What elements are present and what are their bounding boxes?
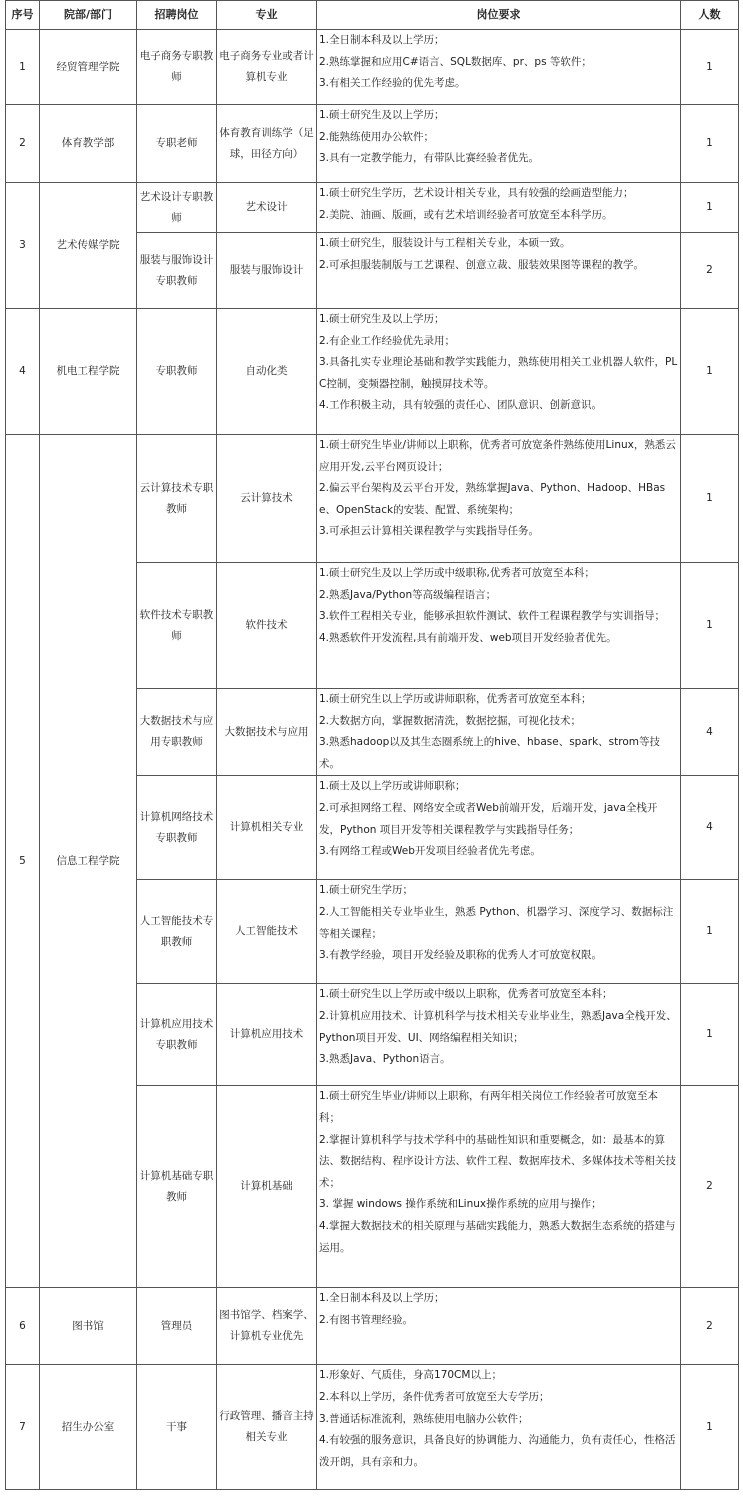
cell-position: 人工智能技术专职教师 [137, 880, 217, 984]
cell-major: 行政管理、播音主持相关专业 [217, 1365, 317, 1490]
cell-count: 1 [681, 435, 739, 563]
table-row [6, 183, 739, 233]
requirement-item: 3.具备扎实专业理论基础和教学实践能力，熟练使用相关工业机器人软件，PLC控制，变频器控制，触摸屏技术等。 [319, 356, 678, 390]
cell-requirements [317, 30, 681, 105]
cell-major: 计算机相关专业 [217, 776, 317, 880]
requirement-item: 2.本科以上学历，条件优秀者可放宽至大专学历； [319, 1390, 550, 1403]
requirement-item: 2.有图书管理经验。 [319, 1313, 414, 1326]
requirement-item: 3.软件工程相关专业，能够承担软件测试、软件工程课程教学与实训指导； [319, 610, 666, 623]
cell-position: 管理员 [137, 1288, 217, 1365]
requirement-item: 2.能熟练使用办公软件； [319, 130, 435, 143]
cell-position: 云计算技术专职教师 [137, 435, 217, 563]
cell-position: 计算机基础专职教师 [137, 1086, 217, 1288]
requirement-item: 1.硕士研究生及以上学历； [319, 313, 445, 325]
recruitment-table [5, 0, 739, 1490]
requirement-item: 3.熟悉hadoop以及其生态圈系统上的hive、hbase、spark、strom等技术。 [319, 736, 661, 770]
table-row [6, 1365, 739, 1490]
requirement-item: 2.有企业工作经验优先录用； [319, 334, 456, 347]
requirement-item: 3.具有一定教学能力，有带队比赛经验者优先。 [319, 152, 540, 165]
cell-no: 2 [6, 105, 40, 183]
header-position: 招聘岗位 [137, 1, 217, 30]
requirement-item: 3.可承担云计算相关课程教学与实践指导任务。 [319, 525, 540, 538]
cell-count: 4 [681, 689, 739, 776]
requirement-item: 1.硕士研究生毕业/讲师以上职称，有两年相关岗位工作经验者可放宽至本科； [319, 1090, 659, 1124]
cell-requirements [317, 563, 681, 689]
requirement-item: 2.熟悉Java/Python等高级编程语言； [319, 588, 497, 601]
cell-major: 图书馆学、档案学、计算机专业优先 [217, 1288, 317, 1365]
table-row [6, 30, 739, 105]
requirement-item: 3.有教学经验，项目开发经验及职称的优秀人才可放宽权限。 [319, 949, 603, 962]
cell-no: 6 [6, 1288, 40, 1365]
requirement-item: 1.形象好、气质佳，身高170CM以上； [319, 1369, 502, 1382]
requirement-item: 3. 掌握 windows 操作系统和Linux操作系统的应用与操作； [319, 1198, 602, 1211]
requirement-item: 2.大数据方向，掌握数据清洗，数据挖掘，可视化技术； [319, 714, 582, 727]
requirement-item: 4.工作积极主动，具有较强的责任心、团队意识、创新意识。 [319, 399, 603, 412]
header-dept: 院部/部门 [40, 1, 137, 30]
header-row [6, 1, 739, 30]
cell-requirements [317, 689, 681, 776]
cell-position: 专职教师 [137, 309, 217, 435]
cell-position: 艺术设计专职教师 [137, 183, 217, 233]
cell-position: 大数据技术与应用专职教师 [137, 689, 217, 776]
requirement-item: 1.硕士研究生以上学历或中级以上职称，优秀者可放宽至本科； [319, 988, 613, 1001]
cell-department: 体育教学部 [40, 105, 137, 183]
table-row [6, 1288, 739, 1365]
table-row [6, 435, 739, 563]
cell-position: 服装与服饰设计专职教师 [137, 233, 217, 309]
requirement-item: 1.硕士及以上学历或讲师职称； [319, 780, 466, 793]
cell-count: 1 [681, 1365, 739, 1490]
requirement-item: 1.硕士研究生以上学历或讲师职称，优秀者可放宽至本科； [319, 693, 592, 705]
cell-count: 1 [681, 30, 739, 105]
cell-position: 计算机网络技术专职教师 [137, 776, 217, 880]
cell-count: 1 [681, 183, 739, 233]
header-no: 序号 [6, 1, 40, 30]
table-row [6, 105, 739, 183]
requirement-item: 2.熟练掌握和应用C#语言、SQL数据库、pr、ps 等软件； [319, 55, 592, 68]
cell-department: 图书馆 [40, 1288, 137, 1365]
requirement-item: 2.掌握计算机科学与技术学科中的基础性知识和重要概念，如：最基本的算法、数据结构、程序设计方法、软件工程、数据库技术、多媒体技术等相关技术； [319, 1133, 676, 1189]
cell-requirements [317, 233, 681, 309]
requirement-item: 1.硕士研究生及以上学历或中级职称,优秀者可放宽至本科； [319, 567, 595, 579]
requirement-item: 3.普通话标准流利，熟练使用电脑办公软件； [319, 1412, 529, 1425]
cell-requirements [317, 984, 681, 1086]
cell-position: 计算机应用技术专职教师 [137, 984, 217, 1086]
cell-count: 2 [681, 1086, 739, 1288]
cell-major: 计算机应用技术 [217, 984, 317, 1086]
cell-no: 4 [6, 309, 40, 435]
cell-department: 招生办公室 [40, 1365, 137, 1490]
requirement-item: 4.熟悉软件开发流程,具有前端开发、web项目开发经验者优先。 [319, 631, 617, 644]
header-count: 人数 [681, 1, 739, 30]
cell-position: 专职老师 [137, 105, 217, 183]
cell-no: 5 [6, 435, 40, 1288]
cell-major: 计算机基础 [217, 1086, 317, 1288]
cell-major: 服装与服饰设计 [217, 233, 317, 309]
cell-major: 大数据技术与应用 [217, 689, 317, 776]
cell-count: 4 [681, 776, 739, 880]
cell-department: 信息工程学院 [40, 435, 137, 1288]
cell-requirements [317, 435, 681, 563]
cell-department: 艺术传媒学院 [40, 183, 137, 309]
requirement-item: 1.硕士研究生，服装设计与工程相关专业，本硕一致。 [319, 237, 571, 249]
requirement-item: 3.有网络工程或Web开发项目经验者优先考虑。 [319, 845, 541, 858]
cell-position: 电子商务专职教师 [137, 30, 217, 105]
cell-department: 机电工程学院 [40, 309, 137, 435]
requirement-item: 1.硕士研究生学历； [319, 884, 414, 897]
cell-major: 电子商务专业或者计算机专业 [217, 30, 317, 105]
requirement-item: 1.硕士研究生及以上学历； [319, 109, 445, 121]
requirement-item: 2.美院、油画、版画，或有艺术培训经验者可放宽至本科学历。 [319, 208, 613, 221]
cell-major: 艺术设计 [217, 183, 317, 233]
cell-major: 体育教育训练学（足球，田径方向） [217, 105, 317, 183]
table-row [6, 309, 739, 435]
requirement-item: 3.熟悉Java、Python语言。 [319, 1053, 451, 1066]
requirement-item: 2.计算机应用技术、计算机科学与技术相关专业毕业生，熟悉Java全栈开发、Python项目开发、UI、网络编程相关知识； [319, 1009, 677, 1044]
cell-major: 自动化类 [217, 309, 317, 435]
cell-requirements [317, 183, 681, 233]
header-requirements: 岗位要求 [317, 1, 681, 30]
cell-no: 7 [6, 1365, 40, 1490]
requirement-item: 2.可承担网络工程、网络安全或者Web前端开发，后端开发，java全栈开发，Python 项目开发等相关课程教学与实践指导任务； [319, 801, 658, 836]
table-body [6, 30, 739, 1490]
cell-no: 3 [6, 183, 40, 309]
cell-requirements [317, 776, 681, 880]
requirement-item: 1.硕士研究生学历，艺术设计相关专业，具有较强的绘画造型能力； [319, 187, 634, 199]
cell-position: 软件技术专职教师 [137, 563, 217, 689]
requirement-item: 1.硕士研究生毕业/讲师以上职称，优秀者可放宽条件熟练使用Linux，熟悉云应用开发,云平台网页设计； [319, 439, 676, 473]
cell-count: 1 [681, 563, 739, 689]
cell-requirements [317, 309, 681, 435]
header-major: 专业 [217, 1, 317, 30]
cell-count: 1 [681, 880, 739, 984]
cell-requirements [317, 1086, 681, 1288]
cell-count: 1 [681, 984, 739, 1086]
cell-major: 软件技术 [217, 563, 317, 689]
cell-count: 1 [681, 105, 739, 183]
cell-count: 2 [681, 1288, 739, 1365]
requirement-item: 4.掌握大数据技术的相关原理与基础实践能力，熟悉大数据生态系统的搭建与运用。 [319, 1219, 676, 1254]
requirement-item: 2.偏云平台架构及云平台开发，熟练掌握Java、Python、Hadoop、HBase、OpenStack的安装、配置、系统架构； [319, 482, 666, 516]
cell-position: 干事 [137, 1365, 217, 1490]
requirement-item: 2.可承担服装制版与工艺课程、创意立裁、服装效果图等课程的教学。 [319, 258, 645, 271]
requirement-item: 2.人工智能相关专业毕业生，熟悉 Python、机器学习、深度学习、数据标注等相关课程； [319, 905, 674, 940]
cell-major: 人工智能技术 [217, 880, 317, 984]
cell-major: 云计算技术 [217, 435, 317, 563]
cell-requirements [317, 1365, 681, 1490]
cell-requirements [317, 1288, 681, 1365]
cell-department: 经贸管理学院 [40, 30, 137, 105]
requirement-item: 3.有相关工作经验的优先考虑。 [319, 77, 466, 90]
cell-requirements [317, 880, 681, 984]
requirement-item: 4.有较强的服务意识，具备良好的协调能力、沟通能力，负有责任心，性格活泼开朗，具有亲和力。 [319, 1434, 676, 1468]
cell-count: 1 [681, 309, 739, 435]
requirement-item: 1.全日制本科及以上学历； [319, 34, 445, 46]
cell-count: 2 [681, 233, 739, 309]
cell-requirements [317, 105, 681, 183]
requirement-item: 1.全日制本科及以上学历； [319, 1292, 445, 1305]
cell-no: 1 [6, 30, 40, 105]
